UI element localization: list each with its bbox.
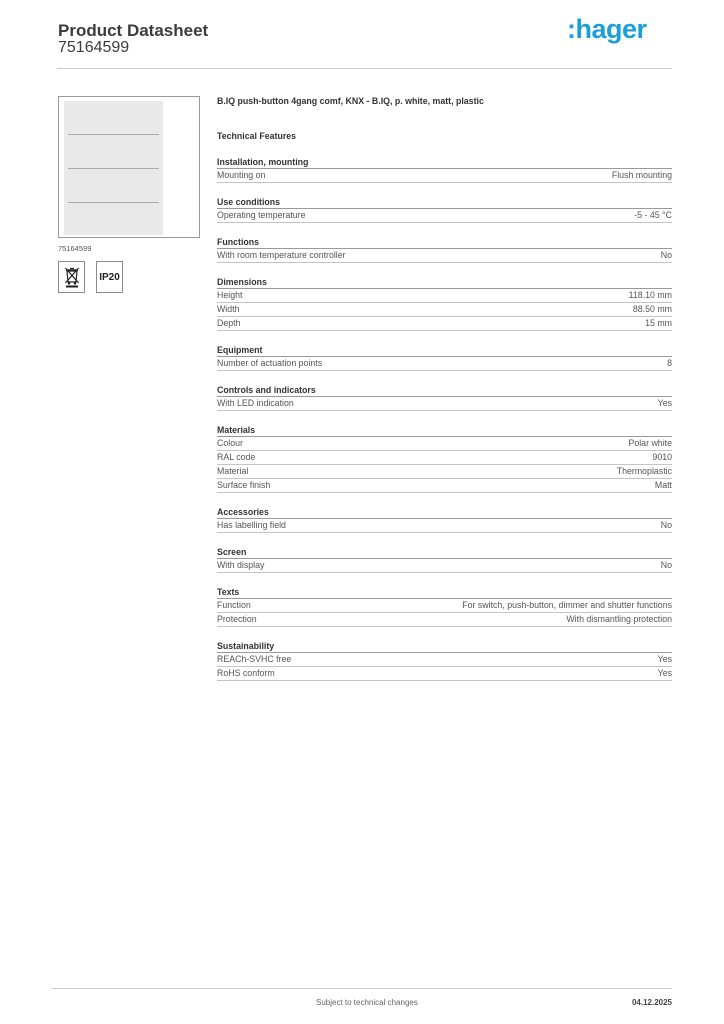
spec-label: With display — [217, 560, 265, 570]
spec-value: Yes — [657, 398, 672, 408]
feature-section — [217, 196, 672, 223]
spec-value: 88.50 mm — [632, 304, 672, 314]
product-image — [64, 101, 163, 235]
logo-colon-mark: : — [567, 14, 576, 44]
feature-section — [217, 344, 672, 371]
spec-label: Operating temperature — [217, 210, 306, 220]
spec-label: Function — [217, 600, 251, 610]
spec-row — [217, 249, 672, 263]
spec-row — [217, 169, 672, 183]
product-title: B.IQ push-button 4gang comf, KNX - B.IQ, p. white, matt, plastic — [217, 96, 484, 106]
spec-label: Colour — [217, 438, 243, 448]
spec-row — [217, 667, 672, 681]
spec-value: Yes — [657, 654, 672, 664]
feature-section — [217, 384, 672, 411]
spec-row — [217, 479, 672, 493]
page-title: Product Datasheet — [58, 21, 209, 40]
rocker-divider — [68, 168, 159, 169]
technical-features-heading: Technical Features — [217, 131, 297, 141]
section-title: Use conditions — [217, 196, 672, 209]
section-title: Sustainability — [217, 640, 672, 653]
feature-section — [217, 424, 672, 493]
footer-divider — [52, 988, 672, 989]
spec-row — [217, 437, 672, 451]
spec-row — [217, 397, 672, 411]
spec-value: Flush mounting — [611, 170, 672, 180]
spec-value: For switch, push-button, dimmer and shutter functions — [462, 600, 672, 610]
spec-row — [217, 209, 672, 223]
spec-row — [217, 519, 672, 533]
spec-label: Protection — [217, 614, 257, 624]
header-divider — [57, 68, 672, 69]
spec-value: No — [660, 520, 672, 530]
feature-section — [217, 506, 672, 533]
spec-value: 15 mm — [645, 318, 672, 328]
spec-label: Has labelling field — [217, 520, 286, 530]
spec-label: With LED indication — [217, 398, 294, 408]
spec-value: Yes — [657, 668, 672, 678]
feature-section — [217, 156, 672, 183]
feature-section — [217, 586, 672, 627]
spec-row — [217, 317, 672, 331]
spec-row — [217, 559, 672, 573]
spec-label: Mounting on — [217, 170, 266, 180]
footer-note: Subject to technical changes — [316, 998, 418, 1007]
logo-text: hager — [575, 14, 647, 44]
spec-value: Thermoplastic — [616, 466, 672, 476]
section-title: Controls and indicators — [217, 384, 672, 397]
spec-value: No — [660, 250, 672, 260]
spec-row — [217, 303, 672, 317]
spec-row — [217, 613, 672, 627]
section-title: Screen — [217, 546, 672, 559]
section-title: Installation, mounting — [217, 156, 672, 169]
spec-value: 8 — [667, 358, 672, 368]
section-title: Texts — [217, 586, 672, 599]
spec-row — [217, 653, 672, 667]
product-number: 75164599 — [58, 39, 130, 56]
feature-section — [217, 236, 672, 263]
footer-date: 04.12.2025 — [631, 998, 672, 1007]
ip-rating-badge: IP20 — [96, 261, 123, 293]
spec-row — [217, 289, 672, 303]
feature-section — [217, 640, 672, 681]
spec-value: Matt — [654, 480, 672, 490]
section-title: Accessories — [217, 506, 672, 519]
spec-row — [217, 357, 672, 371]
spec-label: Width — [217, 304, 240, 314]
spec-row — [217, 465, 672, 479]
spec-label: Height — [217, 290, 243, 300]
technical-content — [217, 95, 672, 681]
spec-row — [217, 451, 672, 465]
hager-logo — [567, 14, 647, 45]
spec-label: With room temperature controller — [217, 250, 346, 260]
feature-sections — [217, 156, 672, 681]
feature-section — [217, 276, 672, 331]
section-title: Equipment — [217, 344, 672, 357]
spec-value: -5 - 45 °C — [634, 210, 672, 220]
spec-value: No — [660, 560, 672, 570]
spec-label: RoHS conform — [217, 668, 275, 678]
product-image-ref: 75164599 — [58, 244, 92, 253]
spec-value: 9010 — [652, 452, 672, 462]
section-title: Dimensions — [217, 276, 672, 289]
feature-section — [217, 546, 672, 573]
spec-value: With dismantling protection — [566, 614, 672, 624]
spec-label: RAL code — [217, 452, 256, 462]
spec-value: Polar white — [628, 438, 672, 448]
rocker-divider — [68, 134, 159, 135]
spec-value: 118.10 mm — [628, 290, 672, 300]
spec-row — [217, 599, 672, 613]
rocker-divider — [68, 202, 159, 203]
section-title: Functions — [217, 236, 672, 249]
spec-label: REACh-SVHC free — [217, 654, 292, 664]
product-image-frame — [58, 96, 200, 238]
spec-label: Number of actuation points — [217, 358, 323, 368]
section-title: Materials — [217, 424, 672, 437]
spec-label: Material — [217, 466, 249, 476]
spec-label: Depth — [217, 318, 241, 328]
spec-label: Surface finish — [217, 480, 271, 490]
weee-icon — [58, 261, 85, 293]
